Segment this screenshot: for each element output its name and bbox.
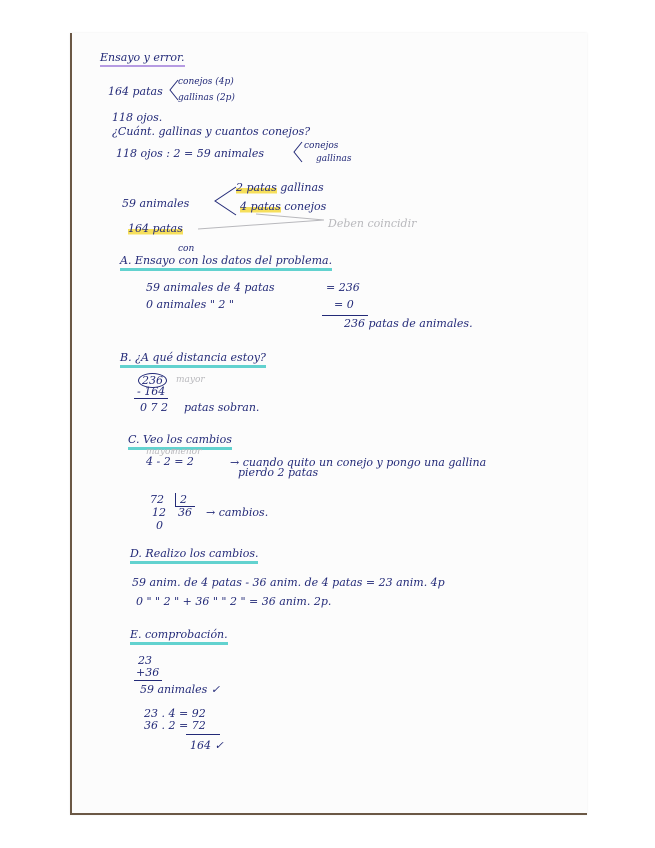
section-e-add-2: +36 — [136, 666, 160, 679]
div-label: → cambios. — [206, 506, 269, 519]
div-remainder-1: 12 — [152, 506, 166, 519]
diagram-4-patas: 4 patas conejos — [240, 200, 327, 213]
page-title: Ensayo y error. — [100, 52, 185, 67]
diagram-animales: 59 animales — [122, 197, 190, 210]
div-dividend: 72 — [150, 493, 164, 506]
div-bar-v — [175, 493, 176, 507]
section-a-line1: 59 animales de 4 patas — [146, 281, 275, 294]
section-c-menor: menor — [172, 447, 202, 457]
section-e-mult-sum: 164 ✓ — [190, 739, 224, 752]
div-remainder-2: 0 — [156, 519, 163, 532]
section-e-mult-1: 23 . 4 = 92 — [144, 707, 206, 720]
branch-conejos: conejos — [304, 141, 339, 151]
section-a-insert: con — [178, 244, 195, 254]
section-d-line-2: 0 " " 2 " + 36 " " 2 " = 36 anim. 2p. — [136, 595, 332, 608]
section-a-sum: 236 patas de animales. — [344, 317, 473, 330]
section-a-heading: A. Ensayo con los datos del problema. — [120, 255, 332, 271]
section-c-calc: 4 - 2 = 2 — [146, 455, 194, 468]
ojos-total: 118 ojos. — [112, 111, 163, 124]
conejos-4p: conejos (4p) — [178, 77, 234, 87]
section-d-heading: D. Realizo los cambios. — [130, 548, 258, 564]
section-e-add-sum: 59 animales ✓ — [140, 683, 221, 696]
animals-bracket — [292, 140, 304, 166]
section-c-explain-1: → cuando quito un conejo y pongo una gallina — [230, 456, 487, 469]
diagram-164-patas: 164 patas — [128, 222, 183, 235]
div-divisor: 2 — [180, 493, 187, 506]
section-c-heading: C. Veo los cambios — [128, 434, 232, 450]
section-a-line1-result: = 236 — [326, 281, 360, 294]
section-b-difference: 0 7 2 — [140, 401, 168, 414]
coincidir-note: Deben coincidir — [328, 217, 417, 230]
section-b-diff-label: patas sobran. — [184, 401, 260, 414]
section-e-mult-2: 36 . 2 = 72 — [144, 719, 206, 732]
section-e-add-1: 23 — [138, 654, 152, 667]
section-b-line — [134, 398, 168, 399]
gallinas-2p: gallinas (2p) — [178, 93, 235, 103]
section-a-sum-line — [322, 315, 368, 316]
section-e-add-line — [134, 680, 162, 681]
section-b-subtrahend: - 164 — [137, 385, 166, 398]
section-a-line2: 0 animales " 2 " — [146, 298, 234, 311]
question-text: ¿Cuánt. gallinas y cuantos conejos? — [112, 125, 311, 138]
section-a-line2-result: = 0 — [334, 298, 354, 311]
section-c-mayor: mayor — [146, 447, 175, 457]
patas-total: 164 patas — [108, 85, 163, 98]
diagram-2-patas: 2 patas gallinas — [236, 181, 324, 194]
ojos-division: 118 ojos : 2 = 59 animales — [116, 147, 265, 160]
div-quotient: 36 — [178, 506, 192, 519]
coincidir-connector — [196, 214, 326, 234]
section-b-heading: B. ¿A qué distancia estoy? — [120, 352, 266, 368]
section-c-explain-2: pierdo 2 patas — [238, 466, 319, 479]
section-e-mult-line — [186, 734, 220, 735]
section-b-minuend: 236 — [138, 375, 167, 387]
section-b-mayor-note: mayor — [176, 375, 205, 385]
branch-gallinas: gallinas — [316, 154, 352, 164]
section-d-line-1: 59 anim. de 4 patas - 36 anim. de 4 patas = 23 anim. 4p — [132, 576, 445, 589]
section-e-heading: E. comprobación. — [130, 629, 228, 645]
